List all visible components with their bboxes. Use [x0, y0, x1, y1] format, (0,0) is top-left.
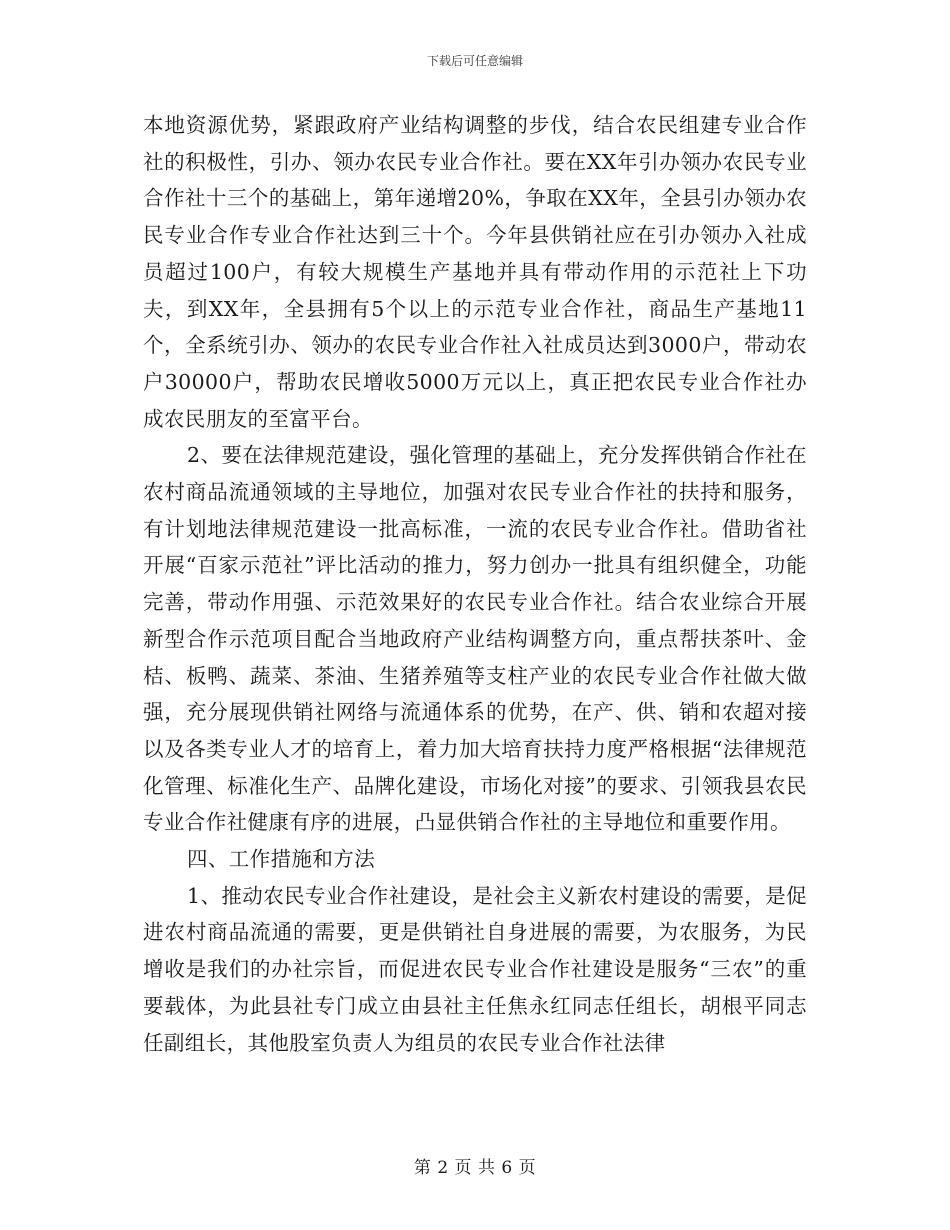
- page-number-footer: 第 2 页 共 6 页: [413, 1158, 537, 1178]
- paragraph-3: 1、推动农民专业合作社建设，是社会主义新农村建设的需要，是促进农村商品流通的需要，更是供销社自身进展的需要，为农服务，为民增收是我们的办社宗旨，而促进农民专业合作社建设是服务“三农”的重要载体，为此县社专门成立由县社主任焦永红同志任组长，胡根平同志任副组长，其他股室负责人为组员的农民专业合作社法律: [143, 883, 807, 1055]
- paragraph-2: 2、要在法律规范建设，强化管理的基础上，充分发挥供销合作社在农村商品流通领域的主导地位，加强对农民专业合作社的扶持和服务，有计划地法律规范建设一批高标准，一流的农民专业合作社。借助省社开展“百家示范社”评比活动的推力，努力创办一批具有组织健全，功能完善，带动作用强、示范效果好的农民专业合作社。结合农业综合开展新型合作示范项目配合当地政府产业结构调整方向，重点帮扶茶叶、金桔、板鸭、蔬菜、茶油、生猪养殖等支柱产业的农民专业合作社做大做强，充分展现供销社网络与流通体系的优势，在产、供、销和农超对接以及各类专业人才的培育上，着力加大培育扶持力度严格根据“法律规范化管理、标准化生产、品牌化建设，市场化对接”的要求、引领我县农民专业合作社健康有序的进展，凸显供销合作社的主导地位和重要作用。: [143, 443, 807, 835]
- paragraph-1: 本地资源优势，紧跟政府产业结构调整的步伐，结合农民组建专业合作社的积极性，引办、领办农民专业合作社。要在XX年引办领办农民专业合作社十三个的基础上，第年递增20%，争取在XX年，全县引办领办农民专业合作专业合作社达到三十个。今年县供销社应在引办领办入社成员超过100户，有较大规模生产基地并具有带动作用的示范社上下功夫，到XX年，全县拥有5个以上的示范专业合作社，商品生产基地11个，全系统引办、领办的农民专业合作社入社成员达到3000户，带动农户30000户，帮助农民增收5000万元以上，真正把农民专业合作社办成农民朋友的至富平台。: [143, 113, 807, 431]
- document-body: [143, 107, 807, 1061]
- section-heading: 四、工作措施和方法: [187, 847, 376, 872]
- page-header-note: 下载后可任意编辑: [426, 54, 523, 68]
